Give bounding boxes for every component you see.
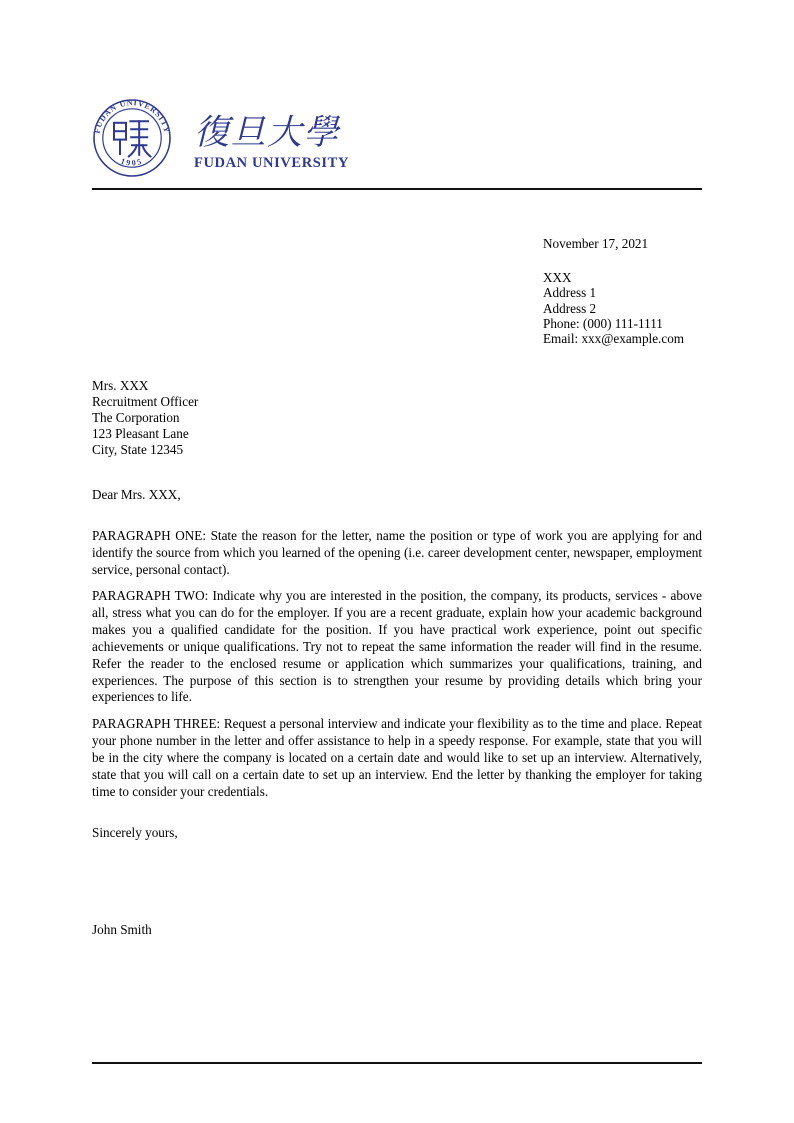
paragraph-two: PARAGRAPH TWO: Indicate why you are interested in the position, the company, its products, services - above all, stress what you can do for the employer. If you are a recent graduate, explain how your academic background makes you a qualified candidate for the position. If you have practical work experience, point out specific achievements or unique qualifications. Try not to repeat the same information the reader will find in the resume. Refer the reader to the enclosed resume or application which summarizes your qualifications, training, and experiences. The purpose of this section is to strengthen your resume by providing details which bring your experiences to life. — [92, 588, 702, 705]
letter-body — [92, 528, 702, 800]
sender-name: XXX — [543, 270, 572, 286]
sender-address-1: Address 1 — [543, 285, 597, 301]
sender-email: Email: xxx@example.com — [543, 331, 685, 347]
english-university-name: FUDAN UNIVERSITY — [194, 155, 350, 172]
closing-line: Sincerely yours, — [92, 825, 178, 840]
recipient-street: 123 Pleasant Lane — [92, 425, 189, 441]
sender-block — [543, 236, 684, 346]
paragraph-one: PARAGRAPH ONE: State the reason for the letter, name the position or type of work you are applying for and identify the source from which you learned of the opening (i.e. career development center, newspaper, employment service, personal contact). — [92, 528, 702, 577]
chinese-name-text: 復旦大學 — [194, 113, 340, 154]
svg-text:1905: 1905 — [119, 156, 145, 168]
svg-text:FUDAN UNIVERSITY: FUDAN UNIVERSITY — [92, 98, 172, 135]
chinese-university-name-calligraphy — [194, 109, 400, 155]
footer-divider — [92, 1062, 702, 1064]
signature-name: John Smith — [92, 922, 152, 937]
letter-date: November 17, 2021 — [543, 236, 649, 251]
recipient-title: Recruitment Officer — [92, 393, 199, 409]
sender-phone: Phone: (000) 111-1111 — [543, 315, 663, 331]
wordmark — [194, 105, 400, 171]
sender-address-2: Address 2 — [543, 300, 597, 316]
recipient-name: Mrs. XXX — [92, 378, 149, 393]
recipient-city-state-zip: City, State 12345 — [92, 441, 184, 457]
header-divider — [92, 188, 702, 190]
paragraph-three: PARAGRAPH THREE: Request a personal interview and indicate your flexibility as to the time and place. Repeat your phone number in the letter and offer assistance to help in a speedy response. For example, state that you will be in the city where the company is located on a certain date and would like to set up an interview. Alternatively, state that you will call on a certain date to set up an interview. End the letter by thanking the employer for taking time to consider your credentials. — [92, 716, 702, 799]
recipient-company: The Corporation — [92, 409, 180, 425]
salutation: Dear Mrs. XXX, — [92, 487, 181, 502]
fudan-university-seal-icon — [92, 98, 172, 178]
letterhead — [92, 96, 702, 180]
recipient-block — [92, 378, 198, 458]
